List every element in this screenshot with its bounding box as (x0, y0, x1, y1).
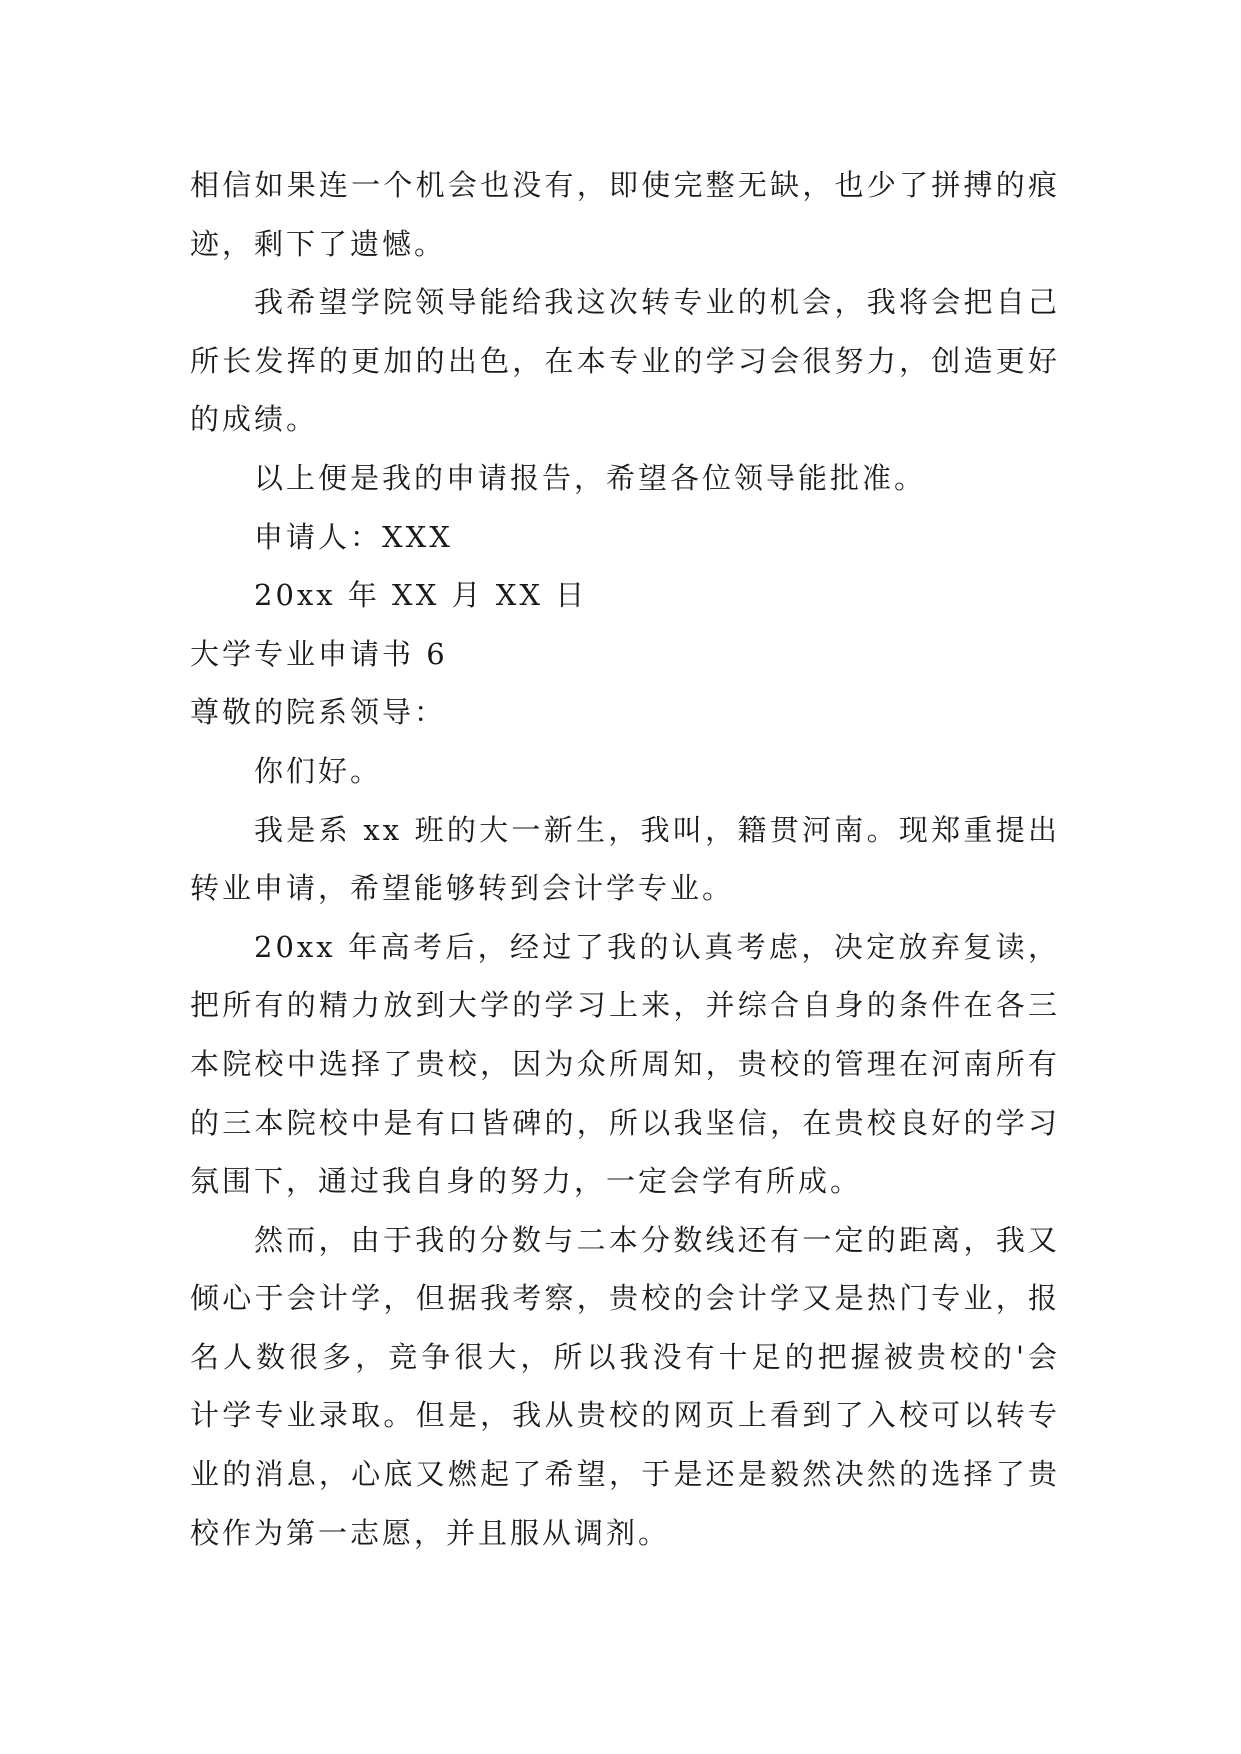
paragraph-introduction: 我是系 xx 班的大一新生，我叫，籍贯河南。现郑重提出转业申请，希望能够转到会计学专业。 (190, 812, 1060, 906)
section-heading: 大学专业申请书 6 (190, 636, 448, 671)
salutation: 尊敬的院系领导： (190, 695, 447, 730)
paragraph-closing: 以上便是我的申请报告，希望各位领导能批准。 (254, 460, 927, 495)
paragraph-background: 20xx 年高考后，经过了我的认真考虑，决定放弃复读，把所有的精力放到大学的学习上来，并综合自身的条件在各三本院校中选择了贵校，因为众所周知，贵校的管理在河南所有的三本院校中是有口皆碑的，所以我坚信，在贵校良好的学习氛围下，通过我自身的努力，一定会学有所成。 (190, 929, 1060, 1199)
paragraph-request-chance: 我希望学院领导能给我这次转专业的机会，我将会把自己所长发挥的更加的出色，在本专业的学习会很努力，创造更好的成绩。 (190, 285, 1060, 437)
signature-date: 20xx 年 XX 月 XX 日 (254, 578, 588, 613)
paragraph-continuation: 相信如果连一个机会也没有，即使完整无缺，也少了拼搏的痕迹，剩下了遗憾。 (190, 168, 1060, 261)
greeting: 你们好。 (254, 753, 383, 788)
applicant-signature: 申请人：XXX (254, 519, 453, 554)
document-body (190, 156, 1060, 1562)
paragraph-reason: 然而，由于我的分数与二本分数线还有一定的距离，我又倾心于会计学，但据我考察，贵校的会计学又是热门专业，报名人数很多，竞争很大，所以我没有十足的把握被贵校的'会计学专业录取。但是，我从贵校的网页上看到了入校可以转专业的消息，心底又燃起了希望，于是还是毅然决然的选择了贵校作为第一志愿，并且服从调剂。 (190, 1222, 1060, 1550)
